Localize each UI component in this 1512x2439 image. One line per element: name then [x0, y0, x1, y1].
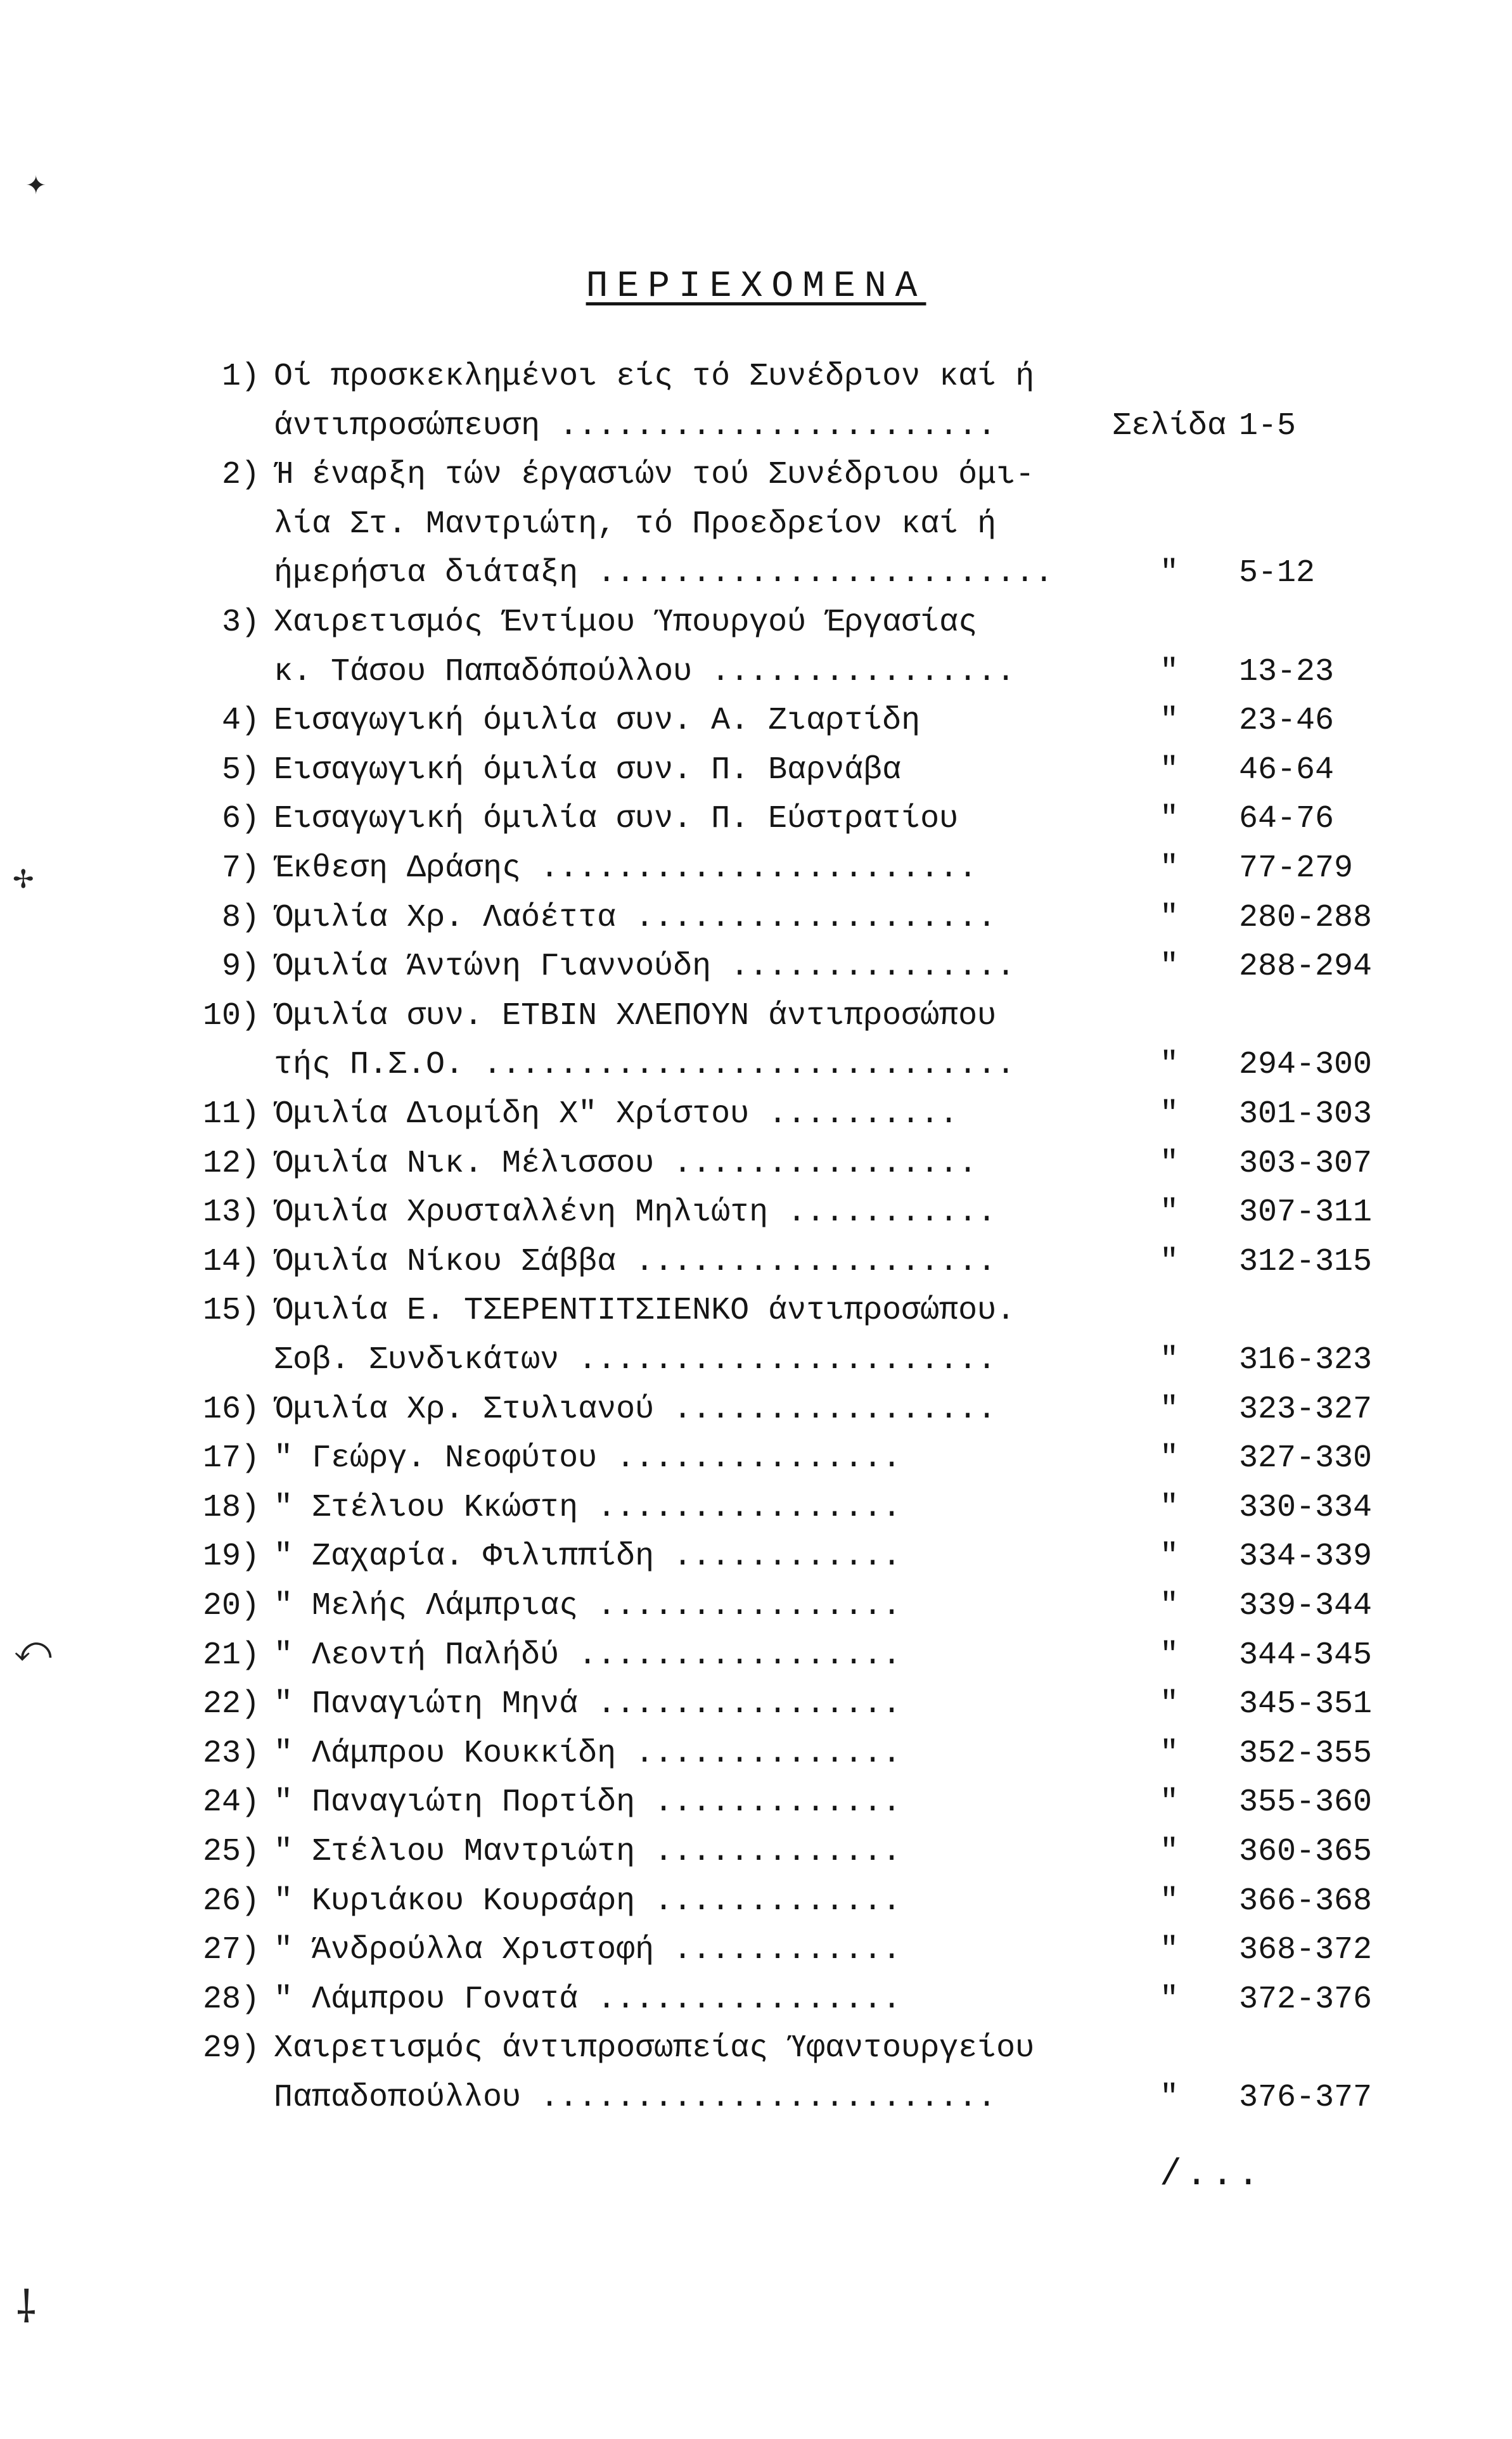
ditto-mark: ": [1159, 703, 1179, 739]
toc-line: [0, 1630, 1512, 1681]
entry-text: " Στέλιου Μαντριώτη .............: [274, 1834, 902, 1870]
entry-text: Παπαδοπούλλου ........................: [274, 2080, 997, 2116]
entry-text: τής Π.Σ.Ο. ............................: [274, 1047, 1016, 1084]
toc-line: [0, 1139, 1512, 1189]
ditto-mark: ": [1159, 850, 1179, 887]
entry-number: 23): [202, 1735, 260, 1772]
entry-number: 1): [221, 359, 260, 395]
entry-text: Εισαγωγική όμιλία συν. Π. Βαρνάβα: [274, 752, 902, 788]
continuation-mark: /...: [1160, 2154, 1264, 2196]
entry-text: " Κυριάκου Κουρσάρη .............: [274, 1883, 902, 1919]
toc-line: [0, 1679, 1512, 1730]
page-range: 303-307: [1239, 1145, 1373, 1182]
toc-line: [0, 696, 1512, 746]
margin-mark: ⤺: [14, 1629, 52, 1670]
entry-text: Όμιλία Χρ. Στυλιανού .................: [274, 1391, 997, 1428]
entry-text: " Παναγιώτη Πορτίδη .............: [274, 1784, 902, 1821]
entry-number: 14): [202, 1243, 260, 1280]
entry-text: " Παναγιώτη Μηνά ................: [274, 1686, 902, 1723]
entry-text: " Μελής Λάμπριας ................: [274, 1588, 902, 1624]
page-range: 301-303: [1239, 1096, 1373, 1132]
toc-line: [0, 548, 1512, 599]
page-range: 339-344: [1239, 1588, 1373, 1624]
entry-number: 16): [202, 1391, 260, 1428]
toc-line: [0, 450, 1512, 501]
entry-number: 11): [202, 1096, 260, 1132]
entry-number: 18): [202, 1489, 260, 1526]
page-range: 77-279: [1239, 850, 1354, 887]
ditto-mark: ": [1159, 1145, 1179, 1182]
entry-number: 29): [202, 2030, 260, 2067]
entry-text: Όμιλία συν. ΕΤΒΙΝ ΧΛΕΠΟΥΝ άντιπροσώπου: [274, 997, 997, 1034]
entry-number: 22): [202, 1686, 260, 1723]
margin-mark: ⸸: [16, 2281, 37, 2333]
ditto-mark: ": [1159, 1981, 1179, 2018]
page-title: ΠΕΡΙΕΧΟΜΕΝΑ: [586, 266, 926, 307]
ditto-mark: ": [1159, 899, 1179, 936]
entry-text: Έκθεση Δράσης .......................: [274, 850, 978, 887]
entry-number: 21): [202, 1637, 260, 1674]
entry-text: Χαιρετισμός Έντίμου Ύπουργού Έργασίας: [274, 605, 978, 641]
entry-text: άντιπροσώπευση .......................: [274, 407, 997, 444]
entry-number: 10): [202, 997, 260, 1034]
page-range: 344-345: [1239, 1637, 1373, 1674]
entry-number: 9): [221, 949, 260, 985]
page-range: 372-376: [1239, 1981, 1373, 2018]
toc-line: [0, 745, 1512, 796]
toc-line: [0, 401, 1512, 452]
entry-number: 5): [221, 752, 260, 788]
toc-line: [0, 1335, 1512, 1386]
page-range: 23-46: [1239, 703, 1335, 739]
ditto-mark: ": [1159, 752, 1179, 788]
entry-text: " Άνδρούλλα Χριστοφή ............: [274, 1932, 902, 1969]
entry-text: " Γεώργ. Νεοφύτου ...............: [274, 1440, 902, 1477]
toc-line: [0, 1433, 1512, 1484]
ditto-mark: ": [1159, 1539, 1179, 1575]
toc-line: [0, 893, 1512, 944]
ditto-mark: ": [1159, 1489, 1179, 1526]
margin-mark: ✢: [13, 865, 34, 894]
ditto-mark: ": [1159, 2080, 1179, 2116]
entry-text: " Λεοντή Παλήδύ .................: [274, 1637, 902, 1674]
toc-line: [0, 1237, 1512, 1288]
page-range: 345-351: [1239, 1686, 1373, 1723]
page-range: 327-330: [1239, 1440, 1373, 1477]
page-range: 280-288: [1239, 899, 1373, 936]
page-range: 64-76: [1239, 801, 1335, 838]
ditto-mark: ": [1159, 1883, 1179, 1919]
entry-text: Όμιλία Χρ. Λαόέττα ...................: [274, 899, 997, 936]
entry-number: 24): [202, 1784, 260, 1821]
toc-line: [0, 1483, 1512, 1533]
entry-number: 8): [221, 899, 260, 936]
entry-text: Χαιρετισμός άντιπροσωπείας Ύφαντουργείου: [274, 2030, 1035, 2067]
toc-line: [0, 1286, 1512, 1336]
toc-line: [0, 1385, 1512, 1435]
entry-text: " Λάμπρου Κουκκίδη ..............: [274, 1735, 902, 1772]
page-range: 1-5: [1239, 407, 1297, 444]
toc-line: [0, 598, 1512, 648]
toc-line: [0, 1777, 1512, 1828]
toc-line: [0, 1876, 1512, 1927]
ditto-mark: ": [1159, 1342, 1179, 1378]
ditto-mark: ": [1159, 1096, 1179, 1132]
toc-line: [0, 1187, 1512, 1238]
toc-line: [0, 794, 1512, 845]
entry-number: 20): [202, 1588, 260, 1624]
entry-text: Ή έναρξη τών έργασιών τού Συνέδριου όμι-: [274, 457, 1035, 494]
page-range: 316-323: [1239, 1342, 1373, 1378]
page-range: 323-327: [1239, 1391, 1373, 1428]
entry-text: Όμιλία Νικ. Μέλισσου ................: [274, 1145, 978, 1182]
toc-line: [0, 2073, 1512, 2123]
entry-number: 25): [202, 1834, 260, 1870]
entry-text: " Στέλιου Κκώστη ................: [274, 1489, 902, 1526]
entry-text: λία Στ. Μαντριώτη, τό Προεδρείον καί ή: [274, 506, 997, 542]
page-range: 5-12: [1239, 555, 1316, 592]
entry-number: 19): [202, 1539, 260, 1575]
margin-mark: ✦: [25, 171, 47, 200]
ditto-mark: ": [1159, 1588, 1179, 1624]
entry-text: Όμιλία Νίκου Σάββα ...................: [274, 1243, 997, 1280]
entry-text: Όμιλία Άντώνη Γιαννούδη ...............: [274, 949, 1016, 985]
toc-line: [0, 1581, 1512, 1632]
entry-number: 2): [221, 457, 260, 494]
page-range: 334-339: [1239, 1539, 1373, 1575]
entry-number: 27): [202, 1932, 260, 1969]
entry-number: 17): [202, 1440, 260, 1477]
ditto-mark: ": [1159, 1784, 1179, 1821]
ditto-mark: ": [1159, 801, 1179, 838]
entry-number: 4): [221, 703, 260, 739]
toc-line: [0, 991, 1512, 1042]
entry-number: 6): [221, 801, 260, 838]
ditto-mark: ": [1159, 1637, 1179, 1674]
toc-line: [0, 1089, 1512, 1140]
entry-number: 13): [202, 1194, 260, 1231]
entry-number: 12): [202, 1145, 260, 1182]
page-range: 366-368: [1239, 1883, 1373, 1919]
page-range: 360-365: [1239, 1834, 1373, 1870]
toc-line: [0, 647, 1512, 698]
ditto-mark: ": [1159, 1194, 1179, 1231]
ditto-mark: ": [1159, 555, 1179, 592]
toc-line: [0, 1729, 1512, 1779]
ditto-mark: ": [1159, 1932, 1179, 1969]
toc-line: [0, 843, 1512, 894]
page-range: 330-334: [1239, 1489, 1373, 1526]
ditto-mark: ": [1159, 1243, 1179, 1280]
entry-number: 26): [202, 1883, 260, 1919]
entry-text: " Λάμπρου Γονατά ................: [274, 1981, 902, 2018]
toc-line: [0, 1040, 1512, 1091]
toc-line: [0, 1925, 1512, 1976]
entry-text: Οί προσκεκλημένοι είς τό Συνέδριον καί ή: [274, 359, 1035, 395]
ditto-mark: ": [1159, 1686, 1179, 1723]
page-range: 288-294: [1239, 949, 1373, 985]
toc-line: [0, 352, 1512, 402]
entry-text: Εισαγωγική όμιλία συν. Π. Εύστρατίου: [274, 801, 959, 838]
entry-number: 28): [202, 1981, 260, 2018]
entry-text: Όμιλία Χρυσταλλένη Μηλιώτη ...........: [274, 1194, 997, 1231]
ditto-mark: ": [1159, 949, 1179, 985]
ditto-mark: ": [1159, 1735, 1179, 1772]
entry-text: Σοβ. Συνδικάτων ......................: [274, 1342, 997, 1378]
ditto-mark: ": [1159, 1391, 1179, 1428]
page-range: 294-300: [1239, 1047, 1373, 1084]
entry-text: ήμερήσια διάταξη ........................: [274, 555, 1054, 592]
ditto-mark: ": [1159, 1440, 1179, 1477]
entry-number: 15): [202, 1293, 260, 1329]
page-range: 376-377: [1239, 2080, 1373, 2116]
page-range: 13-23: [1239, 653, 1335, 690]
toc-line: [0, 1827, 1512, 1878]
entry-text: " Ζαχαρία. Φιλιππίδη ............: [274, 1539, 902, 1575]
ditto-mark: ": [1159, 1834, 1179, 1870]
page-range: 352-355: [1239, 1735, 1373, 1772]
entry-text: Όμιλία Διομίδη Χ" Χρίστου ..........: [274, 1096, 959, 1132]
entry-number: 7): [221, 850, 260, 887]
entry-text: Όμιλία Ε. ΤΣΕΡΕΝΤΙΤΣΙΕΝΚΟ άντιπροσώπου.: [274, 1293, 1016, 1329]
entry-text: κ. Τάσου Παπαδόπούλλου ................: [274, 653, 1016, 690]
toc-line: [0, 1975, 1512, 2025]
page-range: 46-64: [1239, 752, 1335, 788]
page-range: 312-315: [1239, 1243, 1373, 1280]
page-range: 307-311: [1239, 1194, 1373, 1231]
ditto-mark: ": [1159, 653, 1179, 690]
ditto-mark: ": [1159, 1047, 1179, 1084]
entry-number: 3): [221, 605, 260, 641]
toc-line: [0, 499, 1512, 550]
page-range: 355-360: [1239, 1784, 1373, 1821]
toc-line: [0, 942, 1512, 992]
toc-line: [0, 2023, 1512, 2074]
page-range: 368-372: [1239, 1932, 1373, 1969]
toc-line: [0, 1532, 1512, 1582]
page-column-label: Σελίδα: [1112, 407, 1227, 444]
entry-text: Εισαγωγική όμιλία συν. Α. Ζιαρτίδη: [274, 703, 921, 739]
